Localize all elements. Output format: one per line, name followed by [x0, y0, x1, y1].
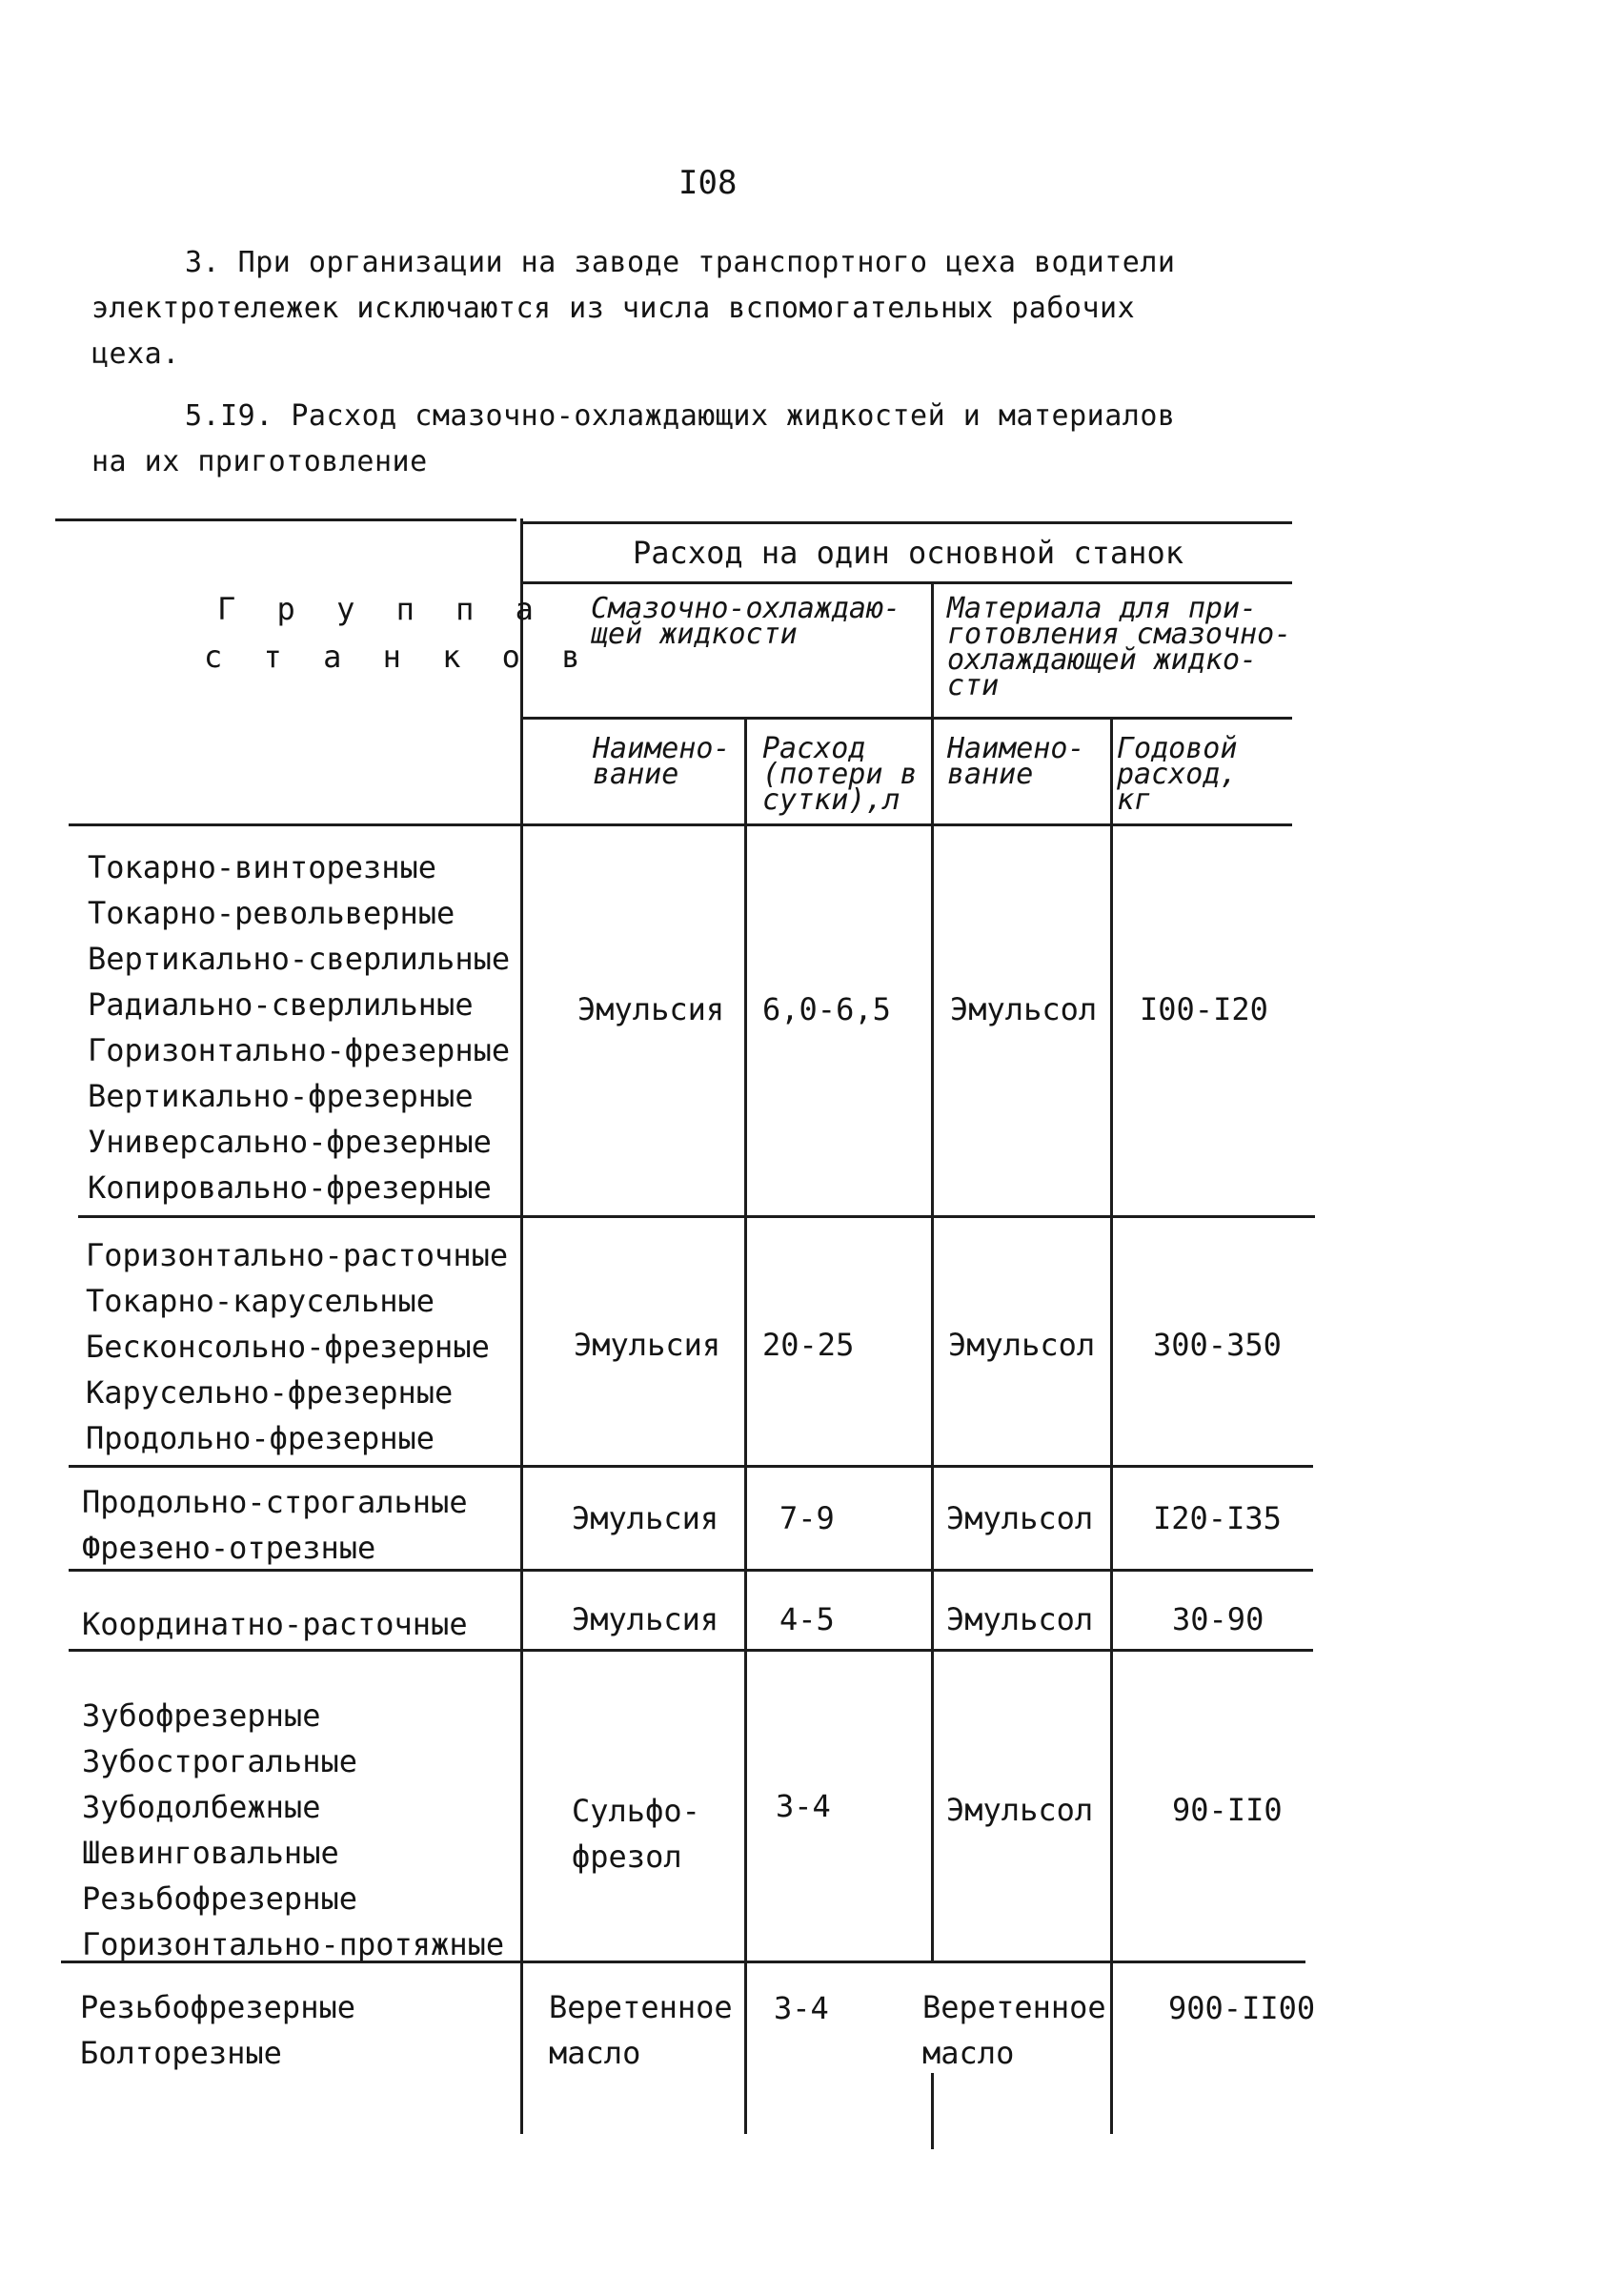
group-name: Горизонтально-расточные: [86, 1237, 509, 1273]
table-row-4-groups: [82, 1601, 468, 1647]
row-2-coolant-rate: 20-25: [762, 1327, 855, 1363]
group-name: Продольно-фрезерные: [86, 1420, 435, 1456]
table-row-1-groups: [88, 844, 510, 1210]
row-6-coolant-name: [549, 1984, 733, 2076]
row-5-annual: 90-II0: [1172, 1792, 1283, 1828]
header-rule-2: [522, 717, 1292, 720]
col-rule-1: [520, 518, 523, 2134]
group-name: Горизонтально-фрезерные: [88, 1032, 511, 1068]
row-2-coolant-name: Эмульсия: [574, 1327, 721, 1363]
header-material-annual: Годовой расход, кг: [1117, 732, 1238, 817]
group-name: Зубострогальные: [82, 1743, 357, 1779]
header-coolant-name: Наимено-вание: [593, 732, 731, 791]
col-rule-3a: [931, 583, 934, 1961]
row-5-coolant-name: [572, 1788, 700, 1879]
row-3-coolant-rate: 7-9: [779, 1500, 835, 1536]
row-3-coolant-name: Эмульсия: [572, 1500, 719, 1536]
group-name: Зубофрезерные: [82, 1697, 321, 1734]
page-number: I08: [678, 164, 738, 202]
group-name: Резьбофрезерные: [82, 1880, 357, 1917]
group-name: Бесконсольно-фрезерные: [86, 1329, 490, 1365]
note-line-1: 3. При организации на заводе транспортного цеха водители: [185, 246, 1176, 279]
group-name: Болторезные: [80, 2035, 282, 2071]
table-row-6-groups: [80, 1984, 355, 2076]
col-rule-2: [744, 719, 747, 2134]
group-name: Фрезено-отрезные: [82, 1530, 376, 1566]
group-name: Координатно-расточные: [82, 1606, 468, 1642]
header-coolant-rate: Расход (потери в сутки),л: [762, 732, 918, 817]
note-paragraph: [91, 240, 1175, 377]
note-line-3: цеха.: [91, 337, 180, 371]
row-6-annual: 900-II00: [1168, 1990, 1316, 2026]
group-name: Радиально-сверлильные: [88, 986, 474, 1023]
coolant-name-line: Веретенное: [549, 1989, 733, 2025]
row-3-material-name: Эмульсол: [946, 1500, 1094, 1536]
group-name: Токарно-карусельные: [86, 1283, 435, 1319]
row-6-coolant-rate: 3-4: [774, 1990, 829, 2026]
group-name: Горизонтально-протяжные: [82, 1926, 505, 1962]
row-1-annual: I00-I20: [1140, 991, 1268, 1027]
coolant-name-line: фрезол: [572, 1839, 682, 1875]
group-name: Шевинговальные: [82, 1835, 339, 1871]
group-name: Резьбофрезерные: [80, 1989, 355, 2025]
group-name: Токарно-револьверные: [88, 895, 455, 931]
coolant-name-line: Сульфо-: [572, 1793, 700, 1829]
material-name-line: Веретенное: [922, 1989, 1106, 2025]
header-materials: Материала для при-готовления смазочно-охлаждающей жидко-сти: [947, 592, 1292, 702]
material-name-line: масло: [922, 2035, 1015, 2071]
group-name: Копировально-фрезерные: [88, 1169, 492, 1206]
table-row-5-groups: [82, 1693, 504, 1967]
row-4-annual: 30-90: [1172, 1601, 1264, 1637]
section-heading: [91, 394, 1175, 485]
table-row-3-groups: [82, 1479, 468, 1571]
header-bottom-rule: [69, 823, 1292, 826]
group-name: Универсально-фрезерные: [88, 1124, 492, 1160]
row-3-annual: I20-I35: [1153, 1500, 1282, 1536]
group-name: Токарно-винторезные: [88, 849, 437, 885]
table-top-rule-left: [55, 518, 516, 521]
group-name: Карусельно-фрезерные: [86, 1374, 454, 1411]
row-separator-4: [69, 1649, 1313, 1652]
row-4-material-name: Эмульсол: [946, 1601, 1094, 1637]
row-6-material-name: [922, 1984, 1106, 2076]
row-2-material-name: Эмульсол: [948, 1327, 1096, 1363]
row-5-coolant-rate: 3-4: [776, 1788, 831, 1824]
header-rule-1: [522, 581, 1292, 584]
header-consumption: Расход на один основной станок: [633, 535, 1183, 571]
row-2-annual: 300-350: [1153, 1327, 1282, 1363]
col-rule-3b: [931, 2073, 934, 2149]
group-name: Продольно-строгальные: [82, 1484, 468, 1520]
row-4-coolant-rate: 4-5: [779, 1601, 835, 1637]
row-4-coolant-name: Эмульсия: [572, 1601, 719, 1637]
note-line-2: электротележек исключаются из числа вспомогательных рабочих: [91, 292, 1136, 325]
group-name: Вертикально-фрезерные: [88, 1078, 474, 1114]
group-name: Зубодолбежные: [82, 1789, 321, 1825]
header-coolant: Смазочно-охлаждаю-щей жидкости: [591, 592, 901, 651]
row-1-material-name: Эмульсол: [950, 991, 1098, 1027]
section-line-1: 5.I9. Расход смазочно-охлаждающих жидкостей и материалов: [185, 399, 1176, 433]
group-name: Вертикально-сверлильные: [88, 941, 511, 977]
header-group-line-2: с т а н к о в: [204, 639, 592, 675]
coolant-name-line: масло: [549, 2035, 641, 2071]
row-separator-1: [78, 1215, 1315, 1218]
table-top-rule-right: [522, 521, 1292, 524]
row-1-coolant-rate: 6,0-6,5: [762, 991, 891, 1027]
header-material-name: Наимено-вание: [947, 732, 1085, 791]
header-group-line-1: Г р у п п а: [217, 591, 545, 627]
col-rule-4: [1110, 719, 1113, 2134]
row-separator-2: [69, 1465, 1313, 1468]
row-5-material-name: Эмульсол: [946, 1792, 1094, 1828]
table-row-2-groups: [86, 1232, 508, 1461]
section-line-2: на их приготовление: [91, 445, 428, 478]
row-1-coolant-name: Эмульсия: [577, 991, 725, 1027]
